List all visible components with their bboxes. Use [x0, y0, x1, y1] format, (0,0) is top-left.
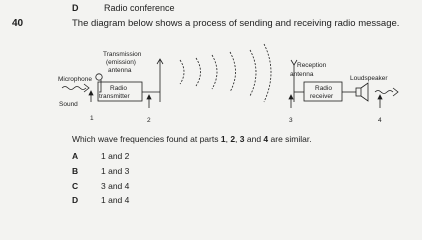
prompt-part-1: 1: [220, 134, 226, 144]
option-d-text[interactable]: 1 and 4: [101, 195, 130, 205]
microphone-icon: [96, 74, 102, 80]
sound-arrow-icon: [84, 84, 89, 92]
part-3-label: 3: [289, 117, 293, 124]
reception-label-line1: Reception: [297, 62, 327, 69]
option-c-text[interactable]: 3 and 4: [101, 181, 130, 191]
part-3-arrow-head: [289, 95, 293, 99]
sound-label: Sound: [59, 101, 78, 108]
transmission-label-line2: (emission): [106, 59, 136, 66]
option-d-letter[interactable]: D: [72, 195, 79, 205]
radio-transmitter-label-line1: Radio: [110, 85, 127, 92]
microphone-label: Microphone: [58, 76, 92, 83]
prompt-before: Which wave frequencies found at parts: [72, 134, 221, 144]
transmission-label-line3: antenna: [108, 67, 132, 74]
part-1-label: 1: [90, 115, 94, 122]
radio-transmitter-label-line2: transmitter: [99, 93, 130, 100]
question-prompt: [72, 134, 312, 144]
reception-label-line2: antenna: [290, 71, 314, 78]
prompt-part-2: 2: [230, 134, 236, 144]
prompt-sep-1: ,: [225, 134, 231, 144]
option-c-letter[interactable]: C: [72, 181, 79, 191]
prompt-sep-3: and: [244, 134, 264, 144]
radio-waves-icon: [180, 44, 271, 102]
sound-wave-icon: [62, 87, 86, 90]
prompt-part-4: 4: [263, 134, 269, 144]
output-sound-wave-icon: [375, 91, 393, 94]
previous-option-letter: D: [72, 3, 79, 13]
option-b-text[interactable]: 1 and 3: [101, 166, 130, 176]
radio-process-diagram: [0, 40, 422, 132]
radio-receiver-label-line1: Radio: [315, 85, 332, 92]
part-4-label: 4: [378, 117, 382, 124]
output-sound-arrow-icon: [393, 88, 398, 96]
question-text: The diagram below shows a process of sending and receiving radio message.: [72, 18, 400, 29]
option-a-text[interactable]: 1 and 2: [101, 151, 130, 161]
part-arrows: [89, 91, 382, 108]
question-number: 40: [12, 18, 24, 29]
prompt-after: are similar.: [268, 134, 312, 144]
part-2-arrow-head: [147, 95, 151, 99]
prompt-sep-2: ,: [235, 134, 240, 144]
part-4-arrow-head: [378, 95, 382, 99]
prompt-part-3: 3: [239, 134, 245, 144]
loudspeaker-icon: [356, 83, 368, 101]
option-b-letter[interactable]: B: [72, 166, 79, 176]
part-1-arrow-head: [89, 91, 93, 95]
radio-receiver-label-line2: receiver: [310, 93, 334, 100]
part-2-label: 2: [147, 117, 151, 124]
previous-option-text: Radio conference: [104, 3, 175, 13]
loudspeaker-label: Loudspeaker: [350, 75, 388, 82]
transmission-label-line1: Transmission: [103, 51, 142, 58]
option-a-letter[interactable]: A: [72, 151, 79, 161]
